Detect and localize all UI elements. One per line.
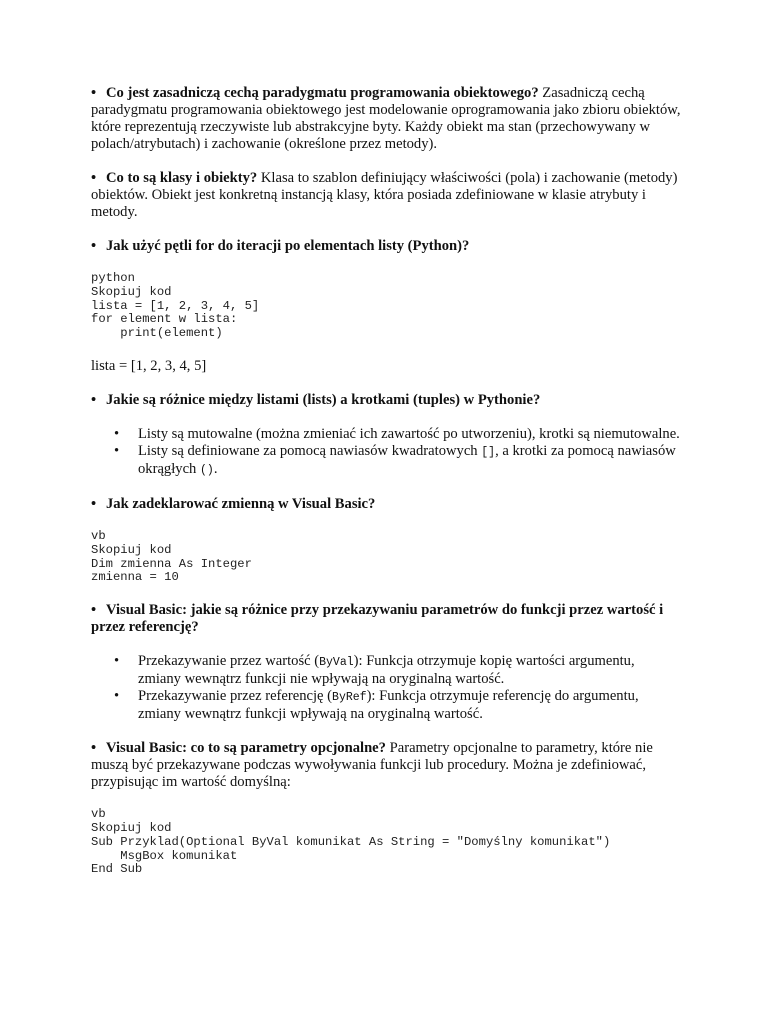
plain-text-line: lista = [1, 2, 3, 4, 5] [91,357,207,374]
answer-text: Parametry opcjonalne to parametry, które nie muszą być przekazywane podczas wywoływania funkcji lub procedury. Można je zdefiniować, przypisując im wartość domyślną: [91,740,653,791]
question-vb-byval-byref [91,602,681,636]
code-block-vb-dim: vb Skopiuj kod Dim zmienna As Integer zmienna = 10 [91,528,252,585]
list-item [114,653,681,688]
list-dot: • [114,442,120,459]
question-heading: Visual Basic: co to są parametry opcjonalne? [106,740,386,757]
bullet-glyph: • [91,495,97,512]
list-item-text: Przekazywanie przez wartość ( [138,653,320,670]
code-block-vb-optional: vb Skopiuj kod Sub Przyklad(Optional ByVal komunikat As String = "Domyślny komunikat") MsgBox komunikat End Sub [91,807,611,877]
list-item [114,688,681,723]
list-dot: • [114,425,120,442]
bullet-glyph: • [91,740,97,757]
question-oop [91,85,681,153]
list-item-text: , a krotki za pomocą nawiasów okrągłych [138,442,676,477]
question-heading: Jakie są różnice między listami (lists) a krotkami (tuples) w Pythonie? [106,391,541,408]
answer-text: Klasa to szablon definiujący właściwości (pola) i zachowanie (metody) obiektów. Obiekt jest konkretną instancją klasy, która posiada zdefiniowane w klasie atrybuty i metody. [91,170,678,220]
question-lists-tuples [91,392,681,409]
list-item [114,425,681,443]
document-body [91,85,681,894]
bullet-glyph: • [91,238,97,254]
list-item-text: ): Funkcja otrzymuje referencję do argumentu, zmiany wewnątrz funkcji wpływają na oryginalną wartość. [138,688,639,723]
code-block-python: python Skopiuj kod lista = [1, 2, 3, 4, 5] for element w lista: print(element) [91,271,260,341]
list-dot: • [114,688,120,705]
list-item-text: Listy są mutowalne (można zmieniać ich zawartość po utworzeniu), krotki są niemutowalne. [138,425,680,442]
answer-text: Zasadniczą cechą paradygmatu programowania obiektowego jest modelowanie oprogramowania jako zbioru obiektów, które reprezentują rzeczywiste lub abstrakcyjne byty. Każdy obiekt ma stan (przechowywany w polach/atrybutach) i zachowanie (określone przez metody). [91,85,681,152]
question-heading: Co to są klasy i obiekty? [106,170,258,186]
inline-code: ByRef [332,691,367,705]
question-heading: Co jest zasadniczą cechą paradygmatu programowania obiektowego? [106,85,539,101]
bullet-glyph: • [91,170,97,186]
inline-code: ByVal [319,656,354,670]
list-item [114,442,681,479]
inline-code: () [200,463,214,477]
list-lists-tuples [91,426,681,479]
list-item-text: ): Funkcja otrzymuje kopię wartości argumentu, zmiany wewnątrz funkcji nie wpływają na oryginalną wartość. [138,653,635,688]
list-byval-byref [91,653,681,723]
question-python-for [91,238,681,255]
bullet-glyph: • [91,391,97,408]
question-heading: Jak zadeklarować zmienną w Visual Basic? [106,495,376,512]
bullet-glyph: • [91,85,97,101]
question-classes [91,170,681,221]
list-item-text: . [213,460,218,477]
question-heading: Visual Basic: jakie są różnice przy przekazywaniu parametrów do funkcji przez wartość i przez referencję? [91,602,664,636]
question-vb-variable [91,496,681,513]
bullet-glyph: • [91,602,97,619]
list-item-text: Przekazywanie przez referencję ( [138,688,333,705]
list-item-text: Listy są definiowane za pomocą nawiasów kwadratowych [138,442,482,459]
list-dot: • [114,653,120,670]
inline-code: [] [481,445,496,459]
question-heading: Jak użyć pętli for do iteracji po elementach listy (Python)? [106,238,470,254]
question-vb-optional [91,740,681,791]
